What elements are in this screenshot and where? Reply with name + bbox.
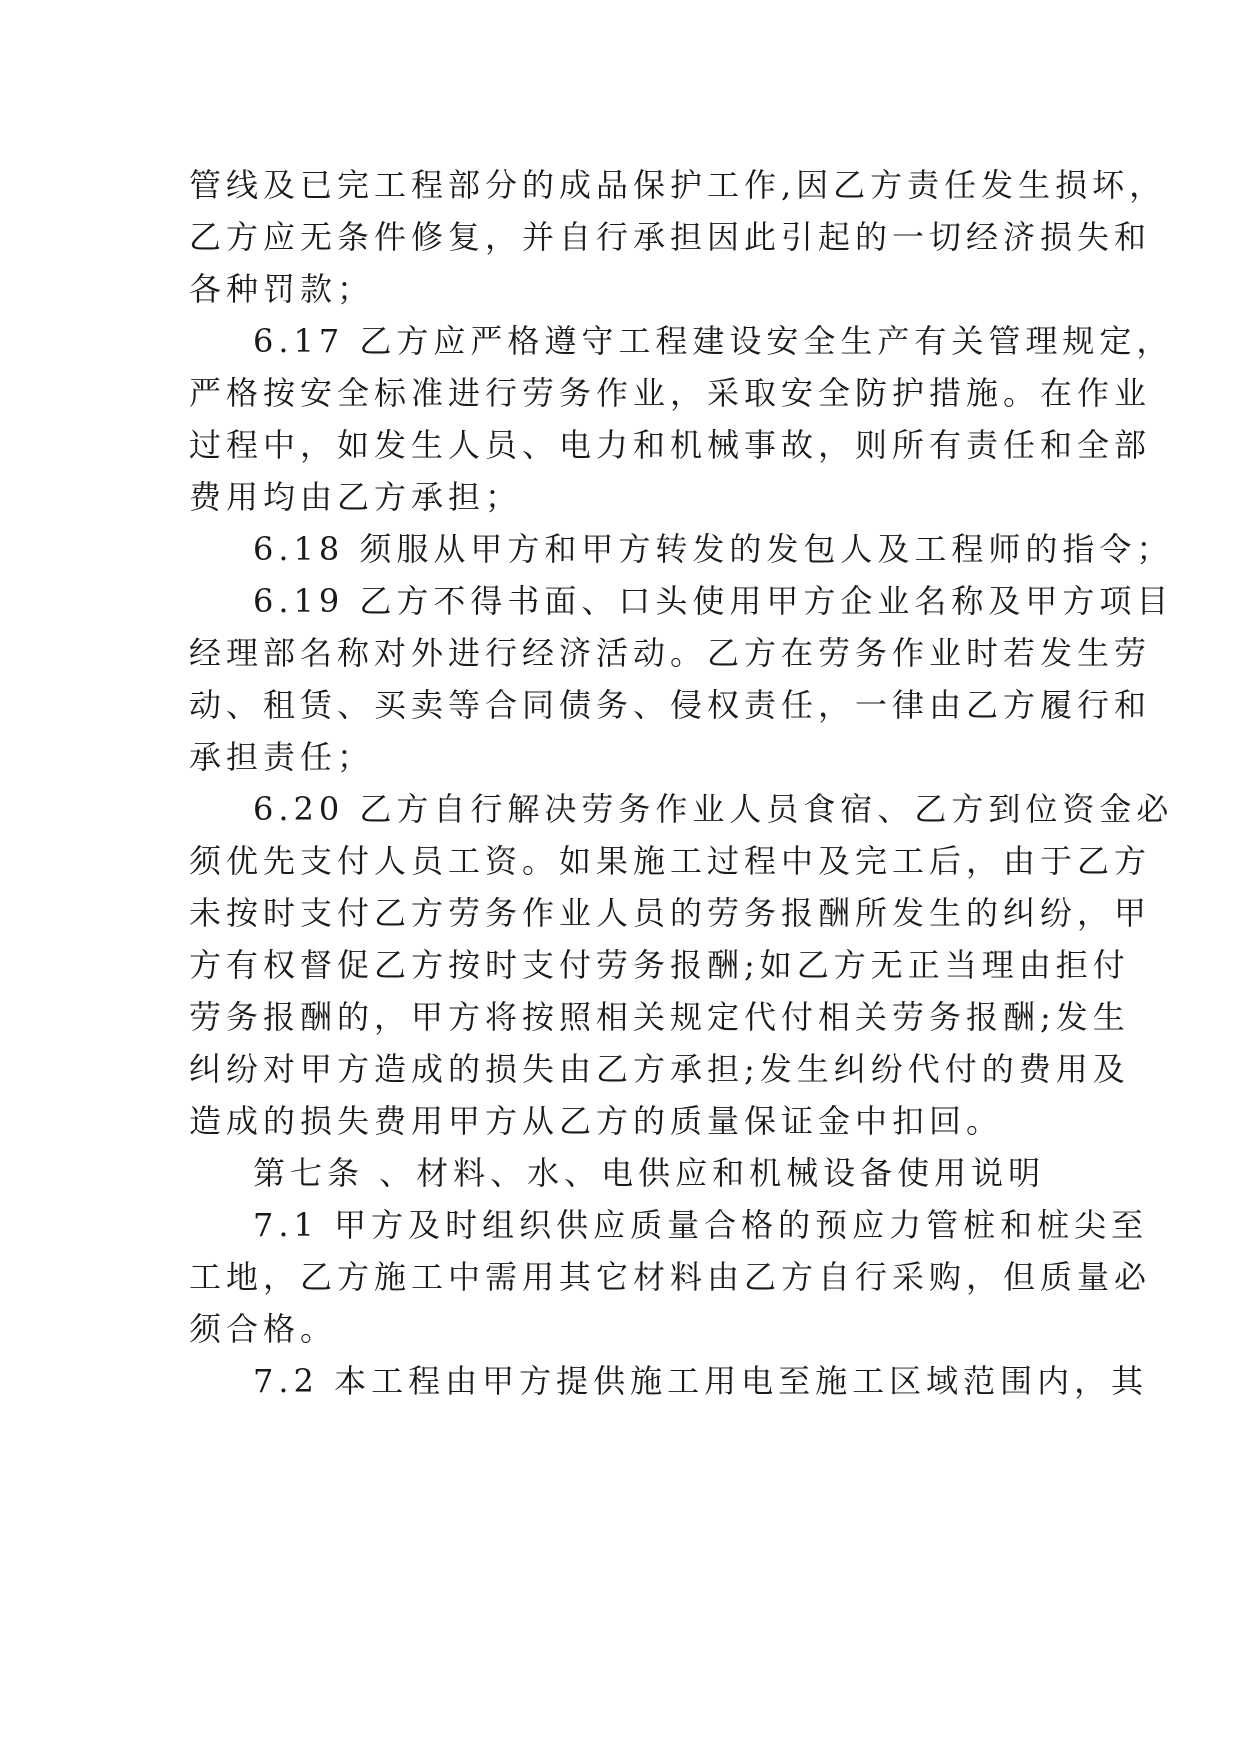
clause-6-17: 6.17 乙方应严格遵守工程建设安全生产有关管理规定， (253, 322, 1174, 360)
clause-6-19: 6.19 乙方不得书面、口头使用甲方企业名称及甲方项目 (253, 582, 1174, 620)
clause-6-20: 6.20 乙方自行解决劳务作业人员食宿、乙方到位资金必 (253, 790, 1174, 828)
text-line: 动、租赁、买卖等合同债务、侵权责任，一律由乙方履行和 (189, 686, 1152, 724)
text-line: 须合格。 (189, 1310, 338, 1348)
text-line: 承担责任； (189, 738, 375, 776)
text-line: 未按时支付乙方劳务作业人员的劳务报酬所发生的纠纷，甲 (189, 894, 1152, 932)
text-line: 严格按安全标准进行劳务作业，采取安全防护措施。在作业 (189, 374, 1152, 412)
text-line: 造成的损失费用甲方从乙方的质量保证金中扣回。 (189, 1102, 1004, 1140)
text-line: 过程中，如发生人员、电力和机械事故，则所有责任和全部 (189, 426, 1152, 464)
text-line: 费用均由乙方承担； (189, 478, 523, 516)
text-line: 纠纷对甲方造成的损失由乙方承担;发生纠纷代付的费用及 (189, 1050, 1130, 1088)
text-line: 方有权督促乙方按时支付劳务报酬;如乙方无正当理由拒付 (189, 946, 1130, 984)
text-line: 经理部名称对外进行经济活动。乙方在劳务作业时若发生劳 (189, 634, 1152, 672)
text-line: 劳务报酬的，甲方将按照相关规定代付相关劳务报酬;发生 (189, 998, 1130, 1036)
clause-7-1: 7.1 甲方及时组织供应质量合格的预应力管桩和桩尖至 (253, 1206, 1149, 1244)
text-line: 各种罚款； (189, 270, 375, 308)
text-line: 工地，乙方施工中需用其它材料由乙方自行采购，但质量必 (189, 1258, 1152, 1296)
text-line: 乙方应无条件修复，并自行承担因此引起的一切经济损失和 (189, 218, 1152, 256)
article-7-heading: 第七条 、材料、水、电供应和机械设备使用说明 (253, 1154, 1046, 1192)
clause-6-18: 6.18 须服从甲方和甲方转发的发包人及工程师的指令； (253, 530, 1174, 568)
text-line: 管线及已完工程部分的成品保护工作,因乙方责任发生损坏， (189, 166, 1167, 204)
text-line: 须优先支付人员工资。如果施工过程中及完工后，由于乙方 (189, 842, 1152, 880)
clause-7-2: 7.2 本工程由甲方提供施工用电至施工区域范围内，其 (253, 1362, 1149, 1400)
